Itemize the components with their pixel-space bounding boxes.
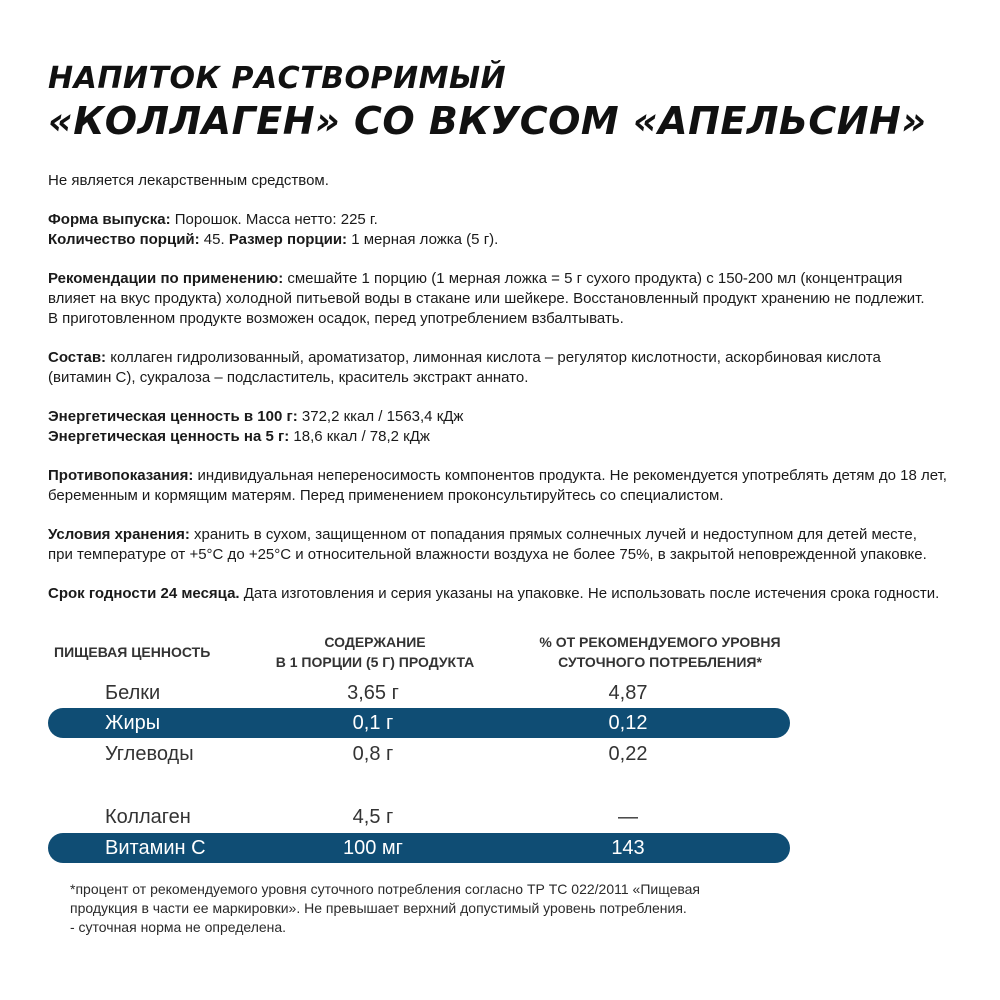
header-percent-line2: СУТОЧНОГО ПОТРЕБЛЕНИЯ* [558,654,762,670]
row-percent: 0,12 [608,712,648,734]
table-row-fat [48,708,790,738]
storage-section [48,525,973,565]
row-name: Витамин С [105,837,206,859]
composition-line1: коллаген гидролизованный, ароматизатор, лимонная кислота – регулятор кислотности, аскорбиновая кислота [106,349,881,366]
contraindications-label: Противопоказания: [48,467,194,484]
header-daily-percent [478,632,842,672]
storage-line2: при температуре от +5°С до +25°С и относительной влажности воздуха не более 75%, в закрытой неповрежденной упаковке. [48,546,927,563]
form-text: Порошок. Масса нетто: 225 г. [170,211,378,228]
header-content-line2: В 1 ПОРЦИИ (5 Г) ПРОДУКТА [275,654,475,670]
header-content-line1: СОДЕРЖАНИЕ [324,634,426,650]
energy-5-text: 18,6 ккал / 78,2 кДж [289,428,430,445]
shelf-life-section [48,584,973,604]
table-row-vitamin-c [48,833,790,863]
footnote-line2: продукция в части ее маркировки». Не превышает верхний допустимый уровень потребления. [70,900,687,916]
row-amount: 3,65 г [347,682,399,704]
contraindications-line1: индивидуальная непереносимость компонентов продукта. Не рекомендуется употреблять детям до 18 лет, [193,467,947,484]
row-name: Жиры [105,712,161,734]
form-section [48,210,973,250]
usage-line3: В приготовленном продукте возможен осадок, перед употреблением взбалтывать. [48,310,624,327]
usage-section [48,269,973,329]
usage-line1: смешайте 1 порцию (1 мерная ложка = 5 г сухого продукта) с 150-200 мл (концентрация [283,270,903,287]
footnote [70,880,950,937]
row-name: Белки [105,682,161,704]
header-content-per-portion [248,632,502,672]
row-amount: 4,5 г [352,806,394,828]
nutrition-table-header [48,630,790,676]
row-amount: 100 мг [343,837,403,859]
row-percent: — [618,806,638,828]
usage-label: Рекомендации по применению: [48,270,284,287]
portion-size-text: 1 мерная ложка (5 г). [347,231,499,248]
contraindications-line2: беременным и кормящим матерям. Перед применением проконсультируйтесь со специалистом. [48,487,724,504]
storage-line1: хранить в сухом, защищенном от попадания прямых солнечных лучей и недоступном для детей месте, [189,526,917,543]
table-row-protein [48,678,790,708]
portions-text: 45. [199,231,229,248]
composition-label: Состав: [48,349,107,366]
shelf-life-label: Срок годности 24 месяца. [48,585,240,602]
product-title [48,62,968,144]
portion-size-label: Размер порции: [228,231,348,248]
header-nutrition-value: ПИЩЕВАЯ ЦЕННОСТЬ [54,644,211,660]
table-row-collagen [48,802,790,832]
row-amount: 0,1 г [352,712,394,734]
nutrition-table [48,630,790,859]
product-title-line2: «КОЛЛАГЕН» СО ВКУСОМ «АПЕЛЬСИН» [48,99,927,143]
portions-label: Количество порций: [48,231,200,248]
energy-100-label: Энергетическая ценность в 100 г: [48,408,298,425]
row-name: Коллаген [105,806,191,828]
header-percent-line1: % ОТ РЕКОМЕНДУЕМОГО УРОВНЯ [539,634,781,650]
energy-section [48,407,973,447]
form-label: Форма выпуска: [48,211,171,228]
composition-line2: (витамин С), сукралоза – подсластитель, краситель экстракт аннато. [48,369,529,386]
row-percent: 0,22 [608,743,648,765]
composition-section [48,348,973,388]
row-name: Углеводы [105,743,194,765]
usage-line2: влияет на вкус продукта) холодной питьевой воды в стакане или шейкере. Восстановленный продукт хранению не подлежит. [48,290,925,307]
row-percent: 143 [611,837,645,859]
row-amount: 0,8 г [352,743,394,765]
footnote-line1: *процент от рекомендуемого уровня суточного потребления согласно ТР ТС 022/2011 «Пищевая [70,881,700,897]
row-percent: 4,87 [608,682,648,704]
product-title-line1: НАПИТОК РАСТВОРИМЫЙ [48,61,507,96]
energy-5-label: Энергетическая ценность на 5 г: [48,428,290,445]
storage-label: Условия хранения: [48,526,190,543]
product-description [48,171,973,623]
energy-100-text: 372,2 ккал / 1563,4 кДж [297,408,464,425]
disclaimer-text: Не является лекарственным средством. [48,172,329,189]
contraindications-section [48,466,973,506]
table-row-carbs [48,739,790,769]
footnote-line3: - суточная норма не определена. [70,919,287,935]
shelf-life-text: Дата изготовления и серия указаны на упаковке. Не использовать после истечения срока годности. [239,585,940,602]
